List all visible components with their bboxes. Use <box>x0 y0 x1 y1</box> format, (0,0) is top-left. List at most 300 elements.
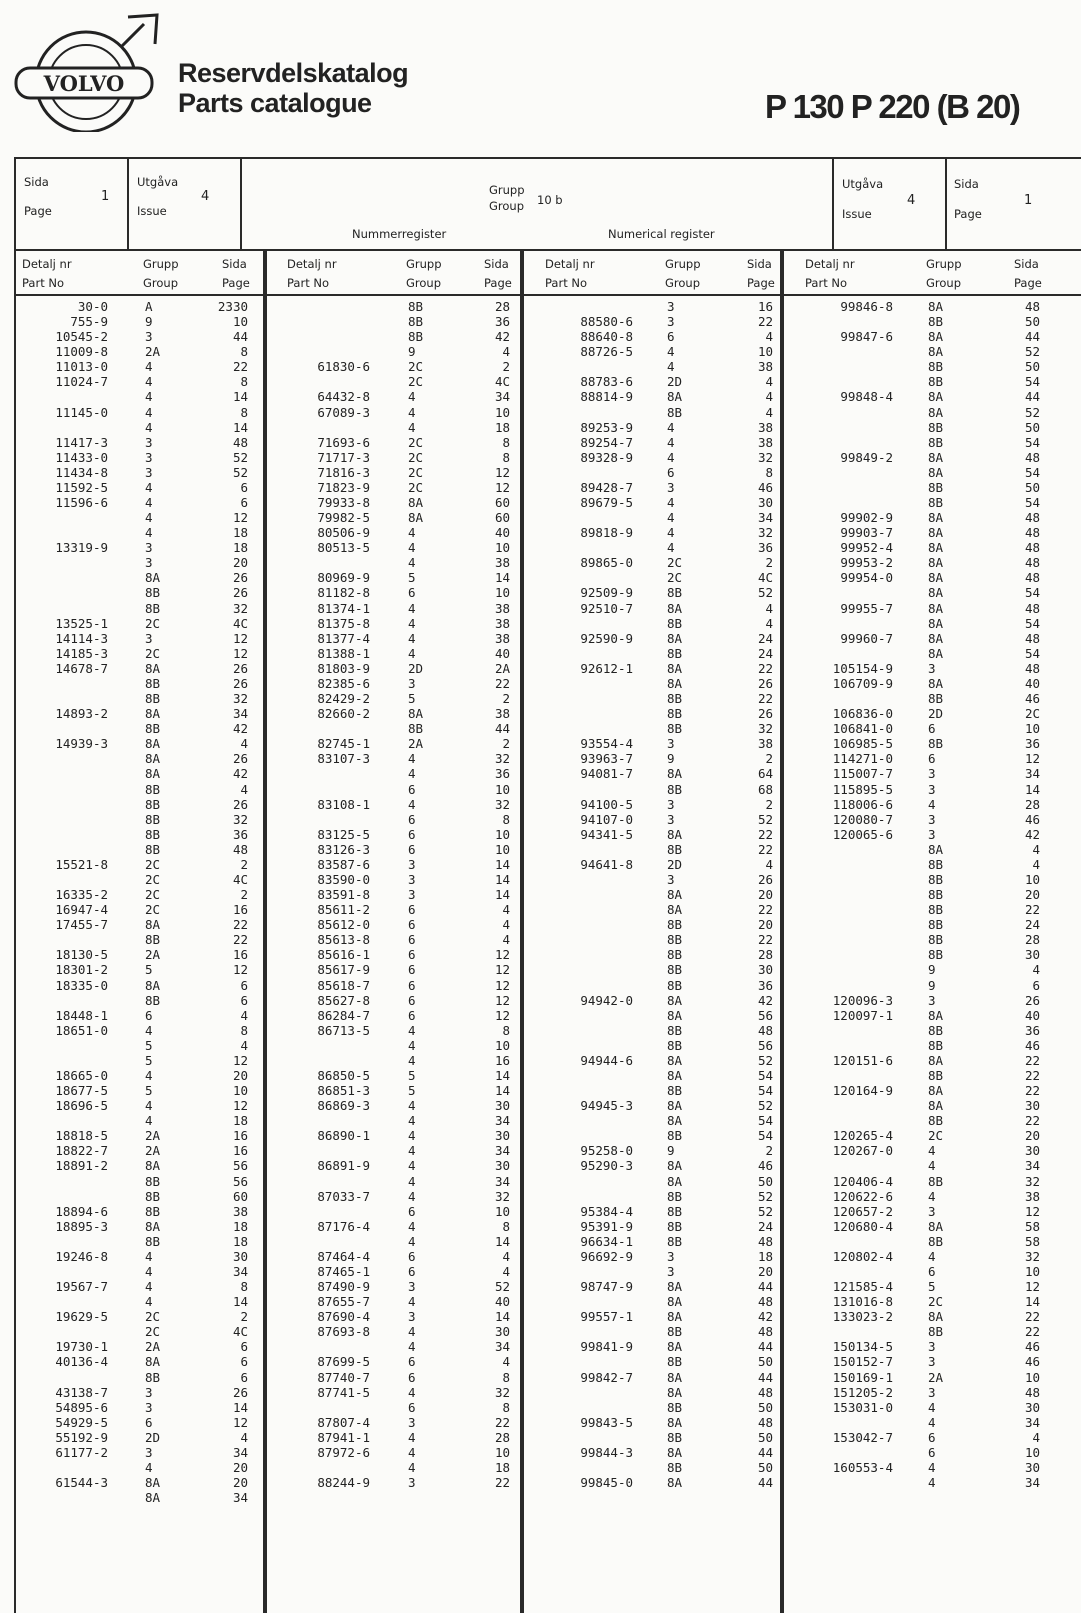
part-number: 106985-5 <box>832 736 893 752</box>
part-number: 71816-3 <box>317 464 370 480</box>
group-code: 4 <box>667 419 675 435</box>
page-ref: 22 <box>1024 1324 1040 1340</box>
group-code: 3 <box>928 992 936 1008</box>
group-code: 3 <box>667 479 675 495</box>
part-number: 151205-2 <box>832 1384 893 1400</box>
page-ref: 2 <box>240 887 248 903</box>
group-code: 8A <box>667 389 683 405</box>
group-code: 3 <box>408 1309 416 1325</box>
page-ref: 48 <box>1024 449 1040 465</box>
page-ref: 14 <box>494 1309 510 1325</box>
page-ref: 52 <box>757 585 773 601</box>
group-code: 2D <box>145 1429 161 1445</box>
page-ref: 8 <box>502 1399 510 1415</box>
part-number: 88726-5 <box>580 344 633 360</box>
group-code: 8A <box>145 736 161 752</box>
group-code: 4 <box>145 1067 153 1083</box>
part-number: 115895-5 <box>832 781 893 797</box>
group-code: 4 <box>408 1022 416 1038</box>
group-code: 3 <box>928 1339 936 1355</box>
page-header-en: Page <box>222 276 250 290</box>
page-ref: 54 <box>1024 645 1040 661</box>
page-ref: 34 <box>1024 766 1040 782</box>
group-code: 8B <box>928 359 944 375</box>
page-ref: 26 <box>757 675 773 691</box>
group-code: 8B <box>928 947 944 963</box>
group-code: 8B <box>667 721 683 737</box>
part-number: 106836-0 <box>832 706 893 722</box>
page-ref: 60 <box>232 1188 248 1204</box>
part-number: 99955-7 <box>840 600 893 616</box>
page-ref: 38 <box>232 1203 248 1219</box>
page-ref: 34 <box>494 1173 510 1189</box>
page-ref: 8 <box>240 374 248 390</box>
page-ref: 18 <box>494 1460 510 1476</box>
page-ref: 54 <box>1024 615 1040 631</box>
group-code: 8B <box>408 329 424 345</box>
page-ref: 32 <box>757 525 773 541</box>
page-ref: 38 <box>494 555 510 571</box>
page-ref: 16 <box>232 1128 248 1144</box>
group-code: 4 <box>408 419 416 435</box>
part-number: 18895-3 <box>55 1218 108 1234</box>
part-number: 94945-3 <box>580 1098 633 1114</box>
page-ref: 12 <box>232 1052 248 1068</box>
sida-label: Sida <box>24 175 49 189</box>
page-ref: 28 <box>494 1429 510 1445</box>
group-code: 8B <box>667 962 683 978</box>
group-code: 8A <box>928 449 944 465</box>
page-ref: 26 <box>232 570 248 586</box>
page-ref: 8 <box>502 449 510 465</box>
page-ref: 48 <box>1024 540 1040 556</box>
page-ref: 48 <box>757 1384 773 1400</box>
group-code: 8A <box>928 389 944 405</box>
part-number: 94942-0 <box>580 992 633 1008</box>
group-code: 4 <box>928 1248 936 1264</box>
part-number: 99849-2 <box>840 449 893 465</box>
page-ref: 32 <box>494 751 510 767</box>
part-number: 79933-8 <box>317 495 370 511</box>
group-code: 4 <box>408 525 416 541</box>
page-ref: 60 <box>494 495 510 511</box>
group-code: 8B <box>928 1324 944 1340</box>
part-number: 160553-4 <box>832 1460 893 1476</box>
page-ref: 12 <box>494 464 510 480</box>
group-code: 2D <box>408 660 424 676</box>
group-code: 2A <box>145 344 161 360</box>
part-no-header: Detalj nr <box>287 257 337 271</box>
page-ref: 38 <box>494 706 510 722</box>
group-code: 4 <box>408 1158 416 1174</box>
page-ref: 42 <box>1024 826 1040 842</box>
divider <box>127 157 129 250</box>
group-code: 8B <box>928 1233 944 1249</box>
group-code: 8B <box>145 600 161 616</box>
group-code: 8A <box>667 992 683 1008</box>
divider <box>14 249 1081 251</box>
group-code: 8A <box>928 1218 944 1234</box>
page-ref: 44 <box>757 1339 773 1355</box>
group-code: 8B <box>667 1037 683 1053</box>
page-label-right: Page <box>954 207 982 221</box>
part-number: 88814-9 <box>580 389 633 405</box>
group-code: 3 <box>145 540 153 556</box>
group-code: 4 <box>408 1384 416 1400</box>
part-number: 40136-4 <box>55 1354 108 1370</box>
part-number: 71693-6 <box>317 434 370 450</box>
page-header: Sida <box>222 257 247 271</box>
part-number: 92612-1 <box>580 660 633 676</box>
part-number: 87740-7 <box>317 1369 370 1385</box>
page-ref: 4 <box>502 1248 510 1264</box>
group-code: 8B <box>145 1173 161 1189</box>
part-number: 99846-8 <box>840 299 893 314</box>
page-ref: 52 <box>1024 404 1040 420</box>
page-ref: 48 <box>757 1022 773 1038</box>
group-code: 3 <box>928 826 936 842</box>
part-number: 81388-1 <box>317 645 370 661</box>
page-ref: 44 <box>494 721 510 737</box>
page-ref: 38 <box>494 630 510 646</box>
page-ref: 26 <box>757 871 773 887</box>
group-number: 10 b <box>537 193 563 207</box>
group-code: 8B <box>145 826 161 842</box>
page-ref: 38 <box>757 434 773 450</box>
page-ref: 14 <box>1024 1294 1040 1310</box>
page-ref: 10 <box>757 344 773 360</box>
page-ref: 44 <box>757 1475 773 1491</box>
page-ref: 50 <box>1024 359 1040 375</box>
page-ref: 24 <box>757 630 773 646</box>
group-code: 8A <box>145 1218 161 1234</box>
part-number: 87465-1 <box>317 1264 370 1279</box>
page-ref: 30 <box>494 1324 510 1340</box>
group-code: 5 <box>408 1067 416 1083</box>
group-code: 5 <box>928 1279 936 1295</box>
group-code: 8A <box>928 570 944 586</box>
page-ref: 4 <box>765 329 773 345</box>
group-code: 3 <box>928 1203 936 1219</box>
group-code: 8B <box>667 1233 683 1249</box>
group-header: Grupp <box>665 257 701 271</box>
utgava-label-right: Utgåva <box>842 177 884 191</box>
part-number: 120080-7 <box>832 811 893 827</box>
page-ref: 22 <box>1024 1309 1040 1325</box>
page-ref: 4 <box>1032 856 1040 872</box>
part-no-header-en: Part No <box>545 276 587 290</box>
part-number: 106841-0 <box>832 721 893 737</box>
page-ref: 8 <box>502 811 510 827</box>
group-code: 8A <box>667 1173 683 1189</box>
page-ref: 30 <box>1024 1399 1040 1415</box>
group-code: 8A <box>667 902 683 918</box>
page-ref: 22 <box>757 902 773 918</box>
part-number: 81375-8 <box>317 615 370 631</box>
group-code: 3 <box>145 1384 153 1400</box>
part-number: 89254-7 <box>580 434 633 450</box>
group-code: 3 <box>408 1279 416 1295</box>
group-code: 4 <box>145 1248 153 1264</box>
page-ref: 18 <box>232 1218 248 1234</box>
group-code: 8B <box>667 1429 683 1445</box>
group-code: 6 <box>408 1399 416 1415</box>
part-number: 99848-4 <box>840 389 893 405</box>
group-code: 3 <box>408 1414 416 1430</box>
page-ref: 58 <box>1024 1233 1040 1249</box>
page-ref: 54 <box>1024 434 1040 450</box>
page-ref: 4 <box>1032 841 1040 857</box>
part-number: 150134-5 <box>832 1339 893 1355</box>
group-code: 8B <box>145 781 161 797</box>
page-ref: 2 <box>765 751 773 767</box>
group-code: 3 <box>667 811 675 827</box>
group-code: 2C <box>408 449 424 465</box>
divider <box>14 157 1081 159</box>
group-code: 4 <box>928 1414 936 1430</box>
group-code: 8B <box>145 1369 161 1385</box>
page-ref: 52 <box>232 449 248 465</box>
part-number: 120164-9 <box>832 1083 893 1099</box>
part-number: 83125-5 <box>317 826 370 842</box>
group-code: 8A <box>145 706 161 722</box>
group-code: 8B <box>928 1067 944 1083</box>
part-number: 87464-4 <box>317 1248 370 1264</box>
group-code: 9 <box>928 962 936 978</box>
part-number: 95384-4 <box>580 1203 633 1219</box>
group-code: 8A <box>145 751 161 767</box>
group-code: 6 <box>408 1007 416 1023</box>
group-code: 6 <box>928 721 936 737</box>
part-number: 15521-8 <box>55 856 108 872</box>
page-ref: 26 <box>232 796 248 812</box>
part-number: 131016-8 <box>832 1294 893 1310</box>
page-ref: 22 <box>757 826 773 842</box>
page-ref: 48 <box>1024 299 1040 314</box>
page-ref: 10 <box>494 781 510 797</box>
page-ref: 32 <box>232 691 248 707</box>
part-number: 16947-4 <box>55 902 108 918</box>
part-number: 99845-0 <box>580 1475 633 1491</box>
page-ref: 14 <box>1024 781 1040 797</box>
group-code: 4 <box>408 645 416 661</box>
column-divider <box>520 250 524 1613</box>
page-ref: 4 <box>240 1037 248 1053</box>
part-number: 85616-1 <box>317 947 370 963</box>
part-number: 106709-9 <box>832 675 893 691</box>
page-ref: 10 <box>494 540 510 556</box>
page-ref: 8 <box>240 1279 248 1295</box>
group-code: 8A <box>667 1294 683 1310</box>
group-code: 8A <box>928 1007 944 1023</box>
group-code: 8B <box>928 479 944 495</box>
page-ref: 52 <box>1024 344 1040 360</box>
group-code: 4 <box>408 1324 416 1340</box>
page-ref: 38 <box>1024 1188 1040 1204</box>
group-code: 8A <box>667 1339 683 1355</box>
group-code: 8B <box>928 1173 944 1189</box>
group-code: 4 <box>928 1460 936 1476</box>
part-number: 86713-5 <box>317 1022 370 1038</box>
page-ref: 10 <box>1024 1444 1040 1460</box>
group-code: 8A <box>928 600 944 616</box>
group-code: 8A <box>667 1444 683 1460</box>
group-code: 4 <box>408 1233 416 1249</box>
page-ref: 48 <box>757 1233 773 1249</box>
part-number: 18894-6 <box>55 1203 108 1219</box>
page-ref: 30 <box>494 1158 510 1174</box>
part-number: 18665-0 <box>55 1067 108 1083</box>
part-number: 95290-3 <box>580 1158 633 1174</box>
page-ref: 12 <box>1024 1279 1040 1295</box>
group-code: 8B <box>928 887 944 903</box>
page-ref: 16 <box>232 1143 248 1159</box>
page-ref: 18 <box>232 540 248 556</box>
group-code: 3 <box>408 675 416 691</box>
group-code: 8A <box>145 766 161 782</box>
part-number: 88783-6 <box>580 374 633 390</box>
part-number: 87741-5 <box>317 1384 370 1400</box>
page-ref: 42 <box>757 1309 773 1325</box>
page-ref: 52 <box>757 1052 773 1068</box>
group-code: 4 <box>408 1339 416 1355</box>
page-ref: 4 <box>502 902 510 918</box>
page-ref: 16 <box>232 902 248 918</box>
group-code: 6 <box>928 1444 936 1460</box>
page-ref: 22 <box>757 314 773 330</box>
group-code: 2D <box>667 374 683 390</box>
part-number: 64432-8 <box>317 389 370 405</box>
page-ref: 2 <box>765 1143 773 1159</box>
part-number: 19629-5 <box>55 1309 108 1325</box>
group-code: 4 <box>667 540 675 556</box>
page-ref: 4 <box>240 781 248 797</box>
group-code: 4 <box>667 449 675 465</box>
group-code: 6 <box>408 1264 416 1279</box>
part-number: 89818-9 <box>580 525 633 541</box>
page-ref: 4 <box>502 1264 510 1279</box>
part-number: 87972-6 <box>317 1444 370 1460</box>
page-ref: 14 <box>494 570 510 586</box>
page-ref: 36 <box>494 766 510 782</box>
part-number: 11596-6 <box>55 495 108 511</box>
group-code: 6 <box>408 932 416 948</box>
page-ref: 12 <box>494 992 510 1008</box>
group-code: 2C <box>667 555 683 571</box>
page-ref: 30 <box>1024 1098 1040 1114</box>
divider <box>240 157 242 250</box>
page-ref: 32 <box>494 1384 510 1400</box>
part-number: 99843-5 <box>580 1414 633 1430</box>
group-code: 4 <box>408 1173 416 1189</box>
page-ref: 8 <box>502 1218 510 1234</box>
group-code: 8A <box>667 826 683 842</box>
group-code: 8B <box>667 917 683 933</box>
part-number: 55192-9 <box>55 1429 108 1445</box>
part-number: 94100-5 <box>580 796 633 812</box>
group-code: 4 <box>928 1188 936 1204</box>
page-ref: 32 <box>232 600 248 616</box>
group-header: Grupp <box>926 257 962 271</box>
group-code: 8A <box>928 1098 944 1114</box>
part-number: 18818-5 <box>55 1128 108 1144</box>
group-code: 5 <box>408 691 416 707</box>
group-code: 3 <box>928 811 936 827</box>
page-ref: 26 <box>1024 992 1040 1008</box>
page-ref: 30 <box>232 1248 248 1264</box>
group-code: 8B <box>667 404 683 420</box>
page-ref: 2 <box>765 796 773 812</box>
part-number: 81182-8 <box>317 585 370 601</box>
group-code: 5 <box>145 1052 153 1068</box>
group-code: 2A <box>145 1143 161 1159</box>
group-code: 8A <box>667 675 683 691</box>
page-ref: 42 <box>757 992 773 1008</box>
group-code: 8A <box>667 600 683 616</box>
page-ref: 52 <box>757 811 773 827</box>
page-ref: 42 <box>494 329 510 345</box>
group-code: 5 <box>408 1083 416 1099</box>
group-code: 6 <box>928 751 936 767</box>
group-code: 8A <box>928 299 944 314</box>
group-code: 6 <box>408 826 416 842</box>
page-ref: 30 <box>494 1098 510 1114</box>
part-number: 92510-7 <box>580 600 633 616</box>
page-ref: 10 <box>1024 871 1040 887</box>
group-code: 8B <box>667 1083 683 1099</box>
page-ref: 26 <box>232 751 248 767</box>
group-code: 4 <box>145 1113 153 1129</box>
group-code: 9 <box>145 314 153 330</box>
page-ref: 36 <box>757 977 773 993</box>
page-ref: 48 <box>232 434 248 450</box>
group-code: 3 <box>667 796 675 812</box>
group-code: 8A <box>667 1475 683 1491</box>
part-number: 54895-6 <box>55 1399 108 1415</box>
part-number: 99842-7 <box>580 1369 633 1385</box>
group-code: 2D <box>928 706 944 722</box>
page-ref: 4 <box>1032 962 1040 978</box>
part-number: 85613-8 <box>317 932 370 948</box>
page-ref: 12 <box>1024 1203 1040 1219</box>
group-code: 8A <box>667 1309 683 1325</box>
group-code: 2C <box>145 871 161 887</box>
page-ref: 22 <box>1024 1067 1040 1083</box>
part-number: 87490-9 <box>317 1279 370 1295</box>
group-code: 4 <box>408 1188 416 1204</box>
part-number: 10545-2 <box>55 329 108 345</box>
group-code: 8B <box>928 902 944 918</box>
group-code: 6 <box>408 841 416 857</box>
page-ref: 32 <box>757 449 773 465</box>
part-number: 120267-0 <box>832 1143 893 1159</box>
part-number: 99847-6 <box>840 329 893 345</box>
page-ref: 48 <box>1024 630 1040 646</box>
group-code: 3 <box>145 464 153 480</box>
page-ref: 18 <box>232 1233 248 1249</box>
page-ref: 14 <box>494 856 510 872</box>
group-code: 2D <box>667 856 683 872</box>
group-code: 2A <box>408 736 424 752</box>
group-code: 8A <box>667 1007 683 1023</box>
group-code: 8A <box>928 645 944 661</box>
page-ref: 20 <box>757 917 773 933</box>
page-ref: 22 <box>757 841 773 857</box>
group-code: 3 <box>928 781 936 797</box>
group-code: 6 <box>408 977 416 993</box>
group-code: 6 <box>408 1354 416 1370</box>
group-code: 4 <box>408 630 416 646</box>
